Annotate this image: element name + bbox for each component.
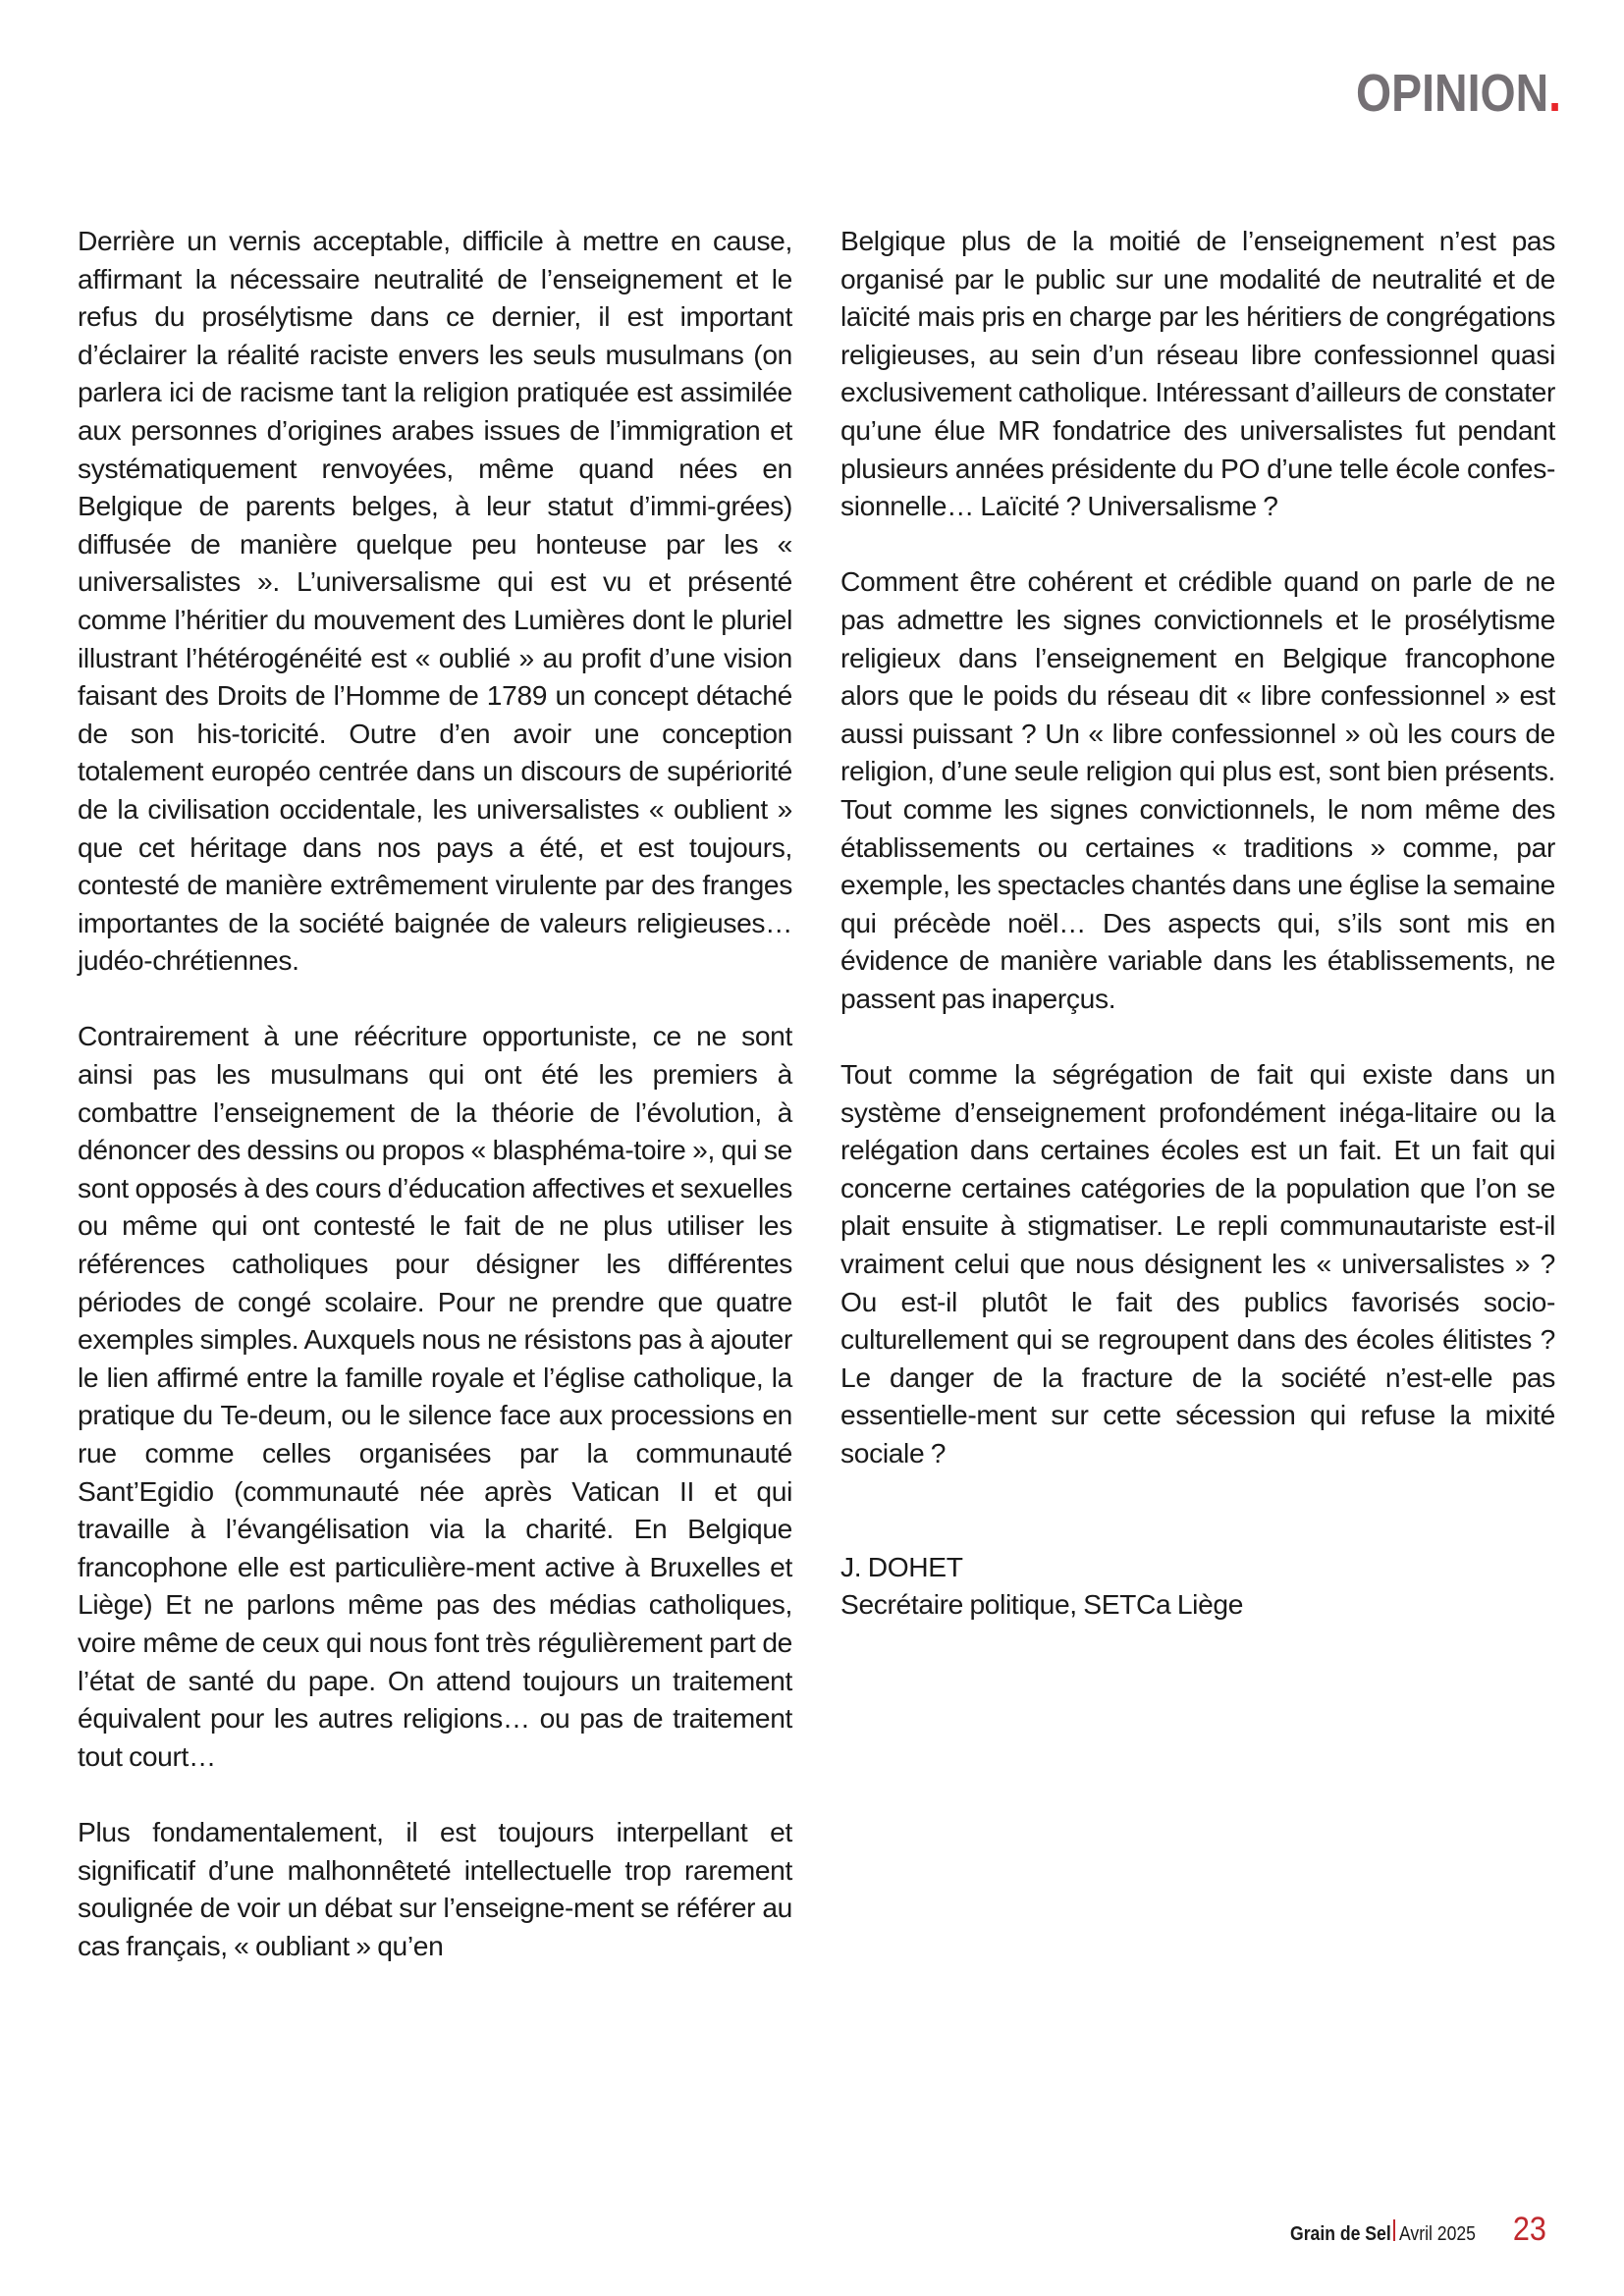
section-title-accent-dot: . [1548,64,1561,123]
article-paragraph: Comment être cohérent et crédible quand on parle de ne pas admettre les signes convictionnels et le prosélytisme religieux dans l’enseignement en Belgique francophone alors que le poids du réseau dit « libre confessionnel » est aussi puissant ? Un « libre confessionnel » où les cours de religion, d’une seule religion qui plus est, sont bien présents. Tout comme les signes convictionnels, le nom même des établissements ou certaines « traditions » comme, par exemple, les spectacles chantés dans une église la semaine qui précède noël… Des aspects qui, s’ils sont mis en évidence de manière variable dans les établissements, ne passent pas inaperçus. [840,565,1555,1014]
article-paragraph: Belgique plus de la moitié de l’enseignement n’est pas organisé par le public sur une modalité de neutralité et de laïcité mais pris en charge par les héritiers de congrégations religieuses, au sein d’un réseau libre confessionnel quasi exclusivement catholique. Intéressant d’ailleurs de constater qu’une élue MR fondatrice des universalistes fut pendant plusieurs années présidente du PO d’une telle école confes-sionnelle… Laïcité ? Universalisme ? [840,225,1555,522]
article-paragraph: Tout comme la ségrégation de fait qui existe dans un système d’enseignement profondément inéga-litaire ou la relégation dans certaines écoles est un fait. Et un fait qui concerne certaines catégories de la population que l’on se plait ensuite à stigmatiser. Le repli communautariste est-il vraiment celui que nous désignent les « universalistes » ? Ou est-il plutôt le fait des publics favorisés socio-culturellement qui se regroupent dans des écoles élitistes ? Le danger de la fracture de la société n’est-elle pas essentielle-ment sur cette sécession qui refuse la mixité sociale ? [840,1058,1555,1468]
section-header [1355,64,1561,123]
author-signature [840,1548,1555,1624]
footer-divider [1393,2219,1395,2241]
publication-name: Grain de Sel [1290,2223,1392,2245]
page-number: 23 [1513,2211,1547,2248]
section-title: OPINION [1355,64,1549,123]
page-footer [1276,2211,1548,2249]
author-role: Secrétaire politique, SETCa Liège [840,1588,1244,1621]
article-paragraph: Plus fondamentalement, il est toujours interpellant et significatif d’une malhonnêteté intellectuelle trop rarement soulignée de voir un débat sur l’enseigne-ment se référer au cas français, « oubliant » qu’en [78,1815,792,1961]
article-column-left [78,222,792,2002]
issue-date: Avril 2025 [1398,2223,1476,2245]
author-name: J. DOHET [840,1550,963,1582]
article-paragraph: Derrière un vernis acceptable, difficile à mettre en cause, affirmant la nécessaire neutralité de l’enseignement et le refus du prosélytisme dans ce dernier, il est important d’éclairer la réalité raciste envers les seuls musulmans (on parlera ici de racisme tant la religion pratiquée est assimilée aux personnes d’origines arabes issues de l’immigration et systématiquement renvoyées, même quand nées en Belgique de parents belges, à leur statut d’immi-grées) diffusée de manière quelque peu honteuse par les « universalistes ». L’universalisme qui est vu et présenté comme l’héritier du mouvement des Lumières dont le pluriel illustrant l’hétérogénéité est « oublié » au profit d’une vision faisant des Droits de l’Homme de 1789 un concept détaché de son his-toricité. Outre d’en avoir une conception totalement européo centrée dans un discours de supériorité de la civilisation occidentale, les universalistes « oublient » que cet héritage dans nos pays a été, et est toujours, contesté de manière extrêmement virulente par des franges importantes de la société baignée de valeurs religieuses… judéo-chrétiennes. [78,225,792,977]
article-paragraph: Contrairement à une réécriture opportuniste, ce ne sont ainsi pas les musulmans qui ont été les premiers à combattre l’enseignement de la théorie de l’évolution, à dénoncer des dessins ou propos « blasphéma-toire », qui se sont opposés à des cours d’éducation affectives et sexuelles ou même qui ont contesté le fait de ne plus utiliser les références catholiques pour désigner les différentes périodes de congé scolaire. Pour ne prendre que quatre exemples simples. Auxquels nous ne résistons pas à ajouter le lien affirmé entre la famille royale et l’église catholique, la pratique du Te-deum, ou le silence face aux processions en rue comme celles organisées par la communauté Sant’Egidio (communauté née après Vatican II et qui travaille à l’évangélisation via la charité. En Belgique francophone elle est particulière-ment active à Bruxelles et Liège) Et ne parlons même pas des médias catholiques, voire même de ceux qui nous font très régulièrement part de l’état de santé du pape. On attend toujours un traitement équivalent pour les autres religions… ou pas de traitement tout court… [78,1020,792,1772]
article-column-right [840,222,1555,1624]
